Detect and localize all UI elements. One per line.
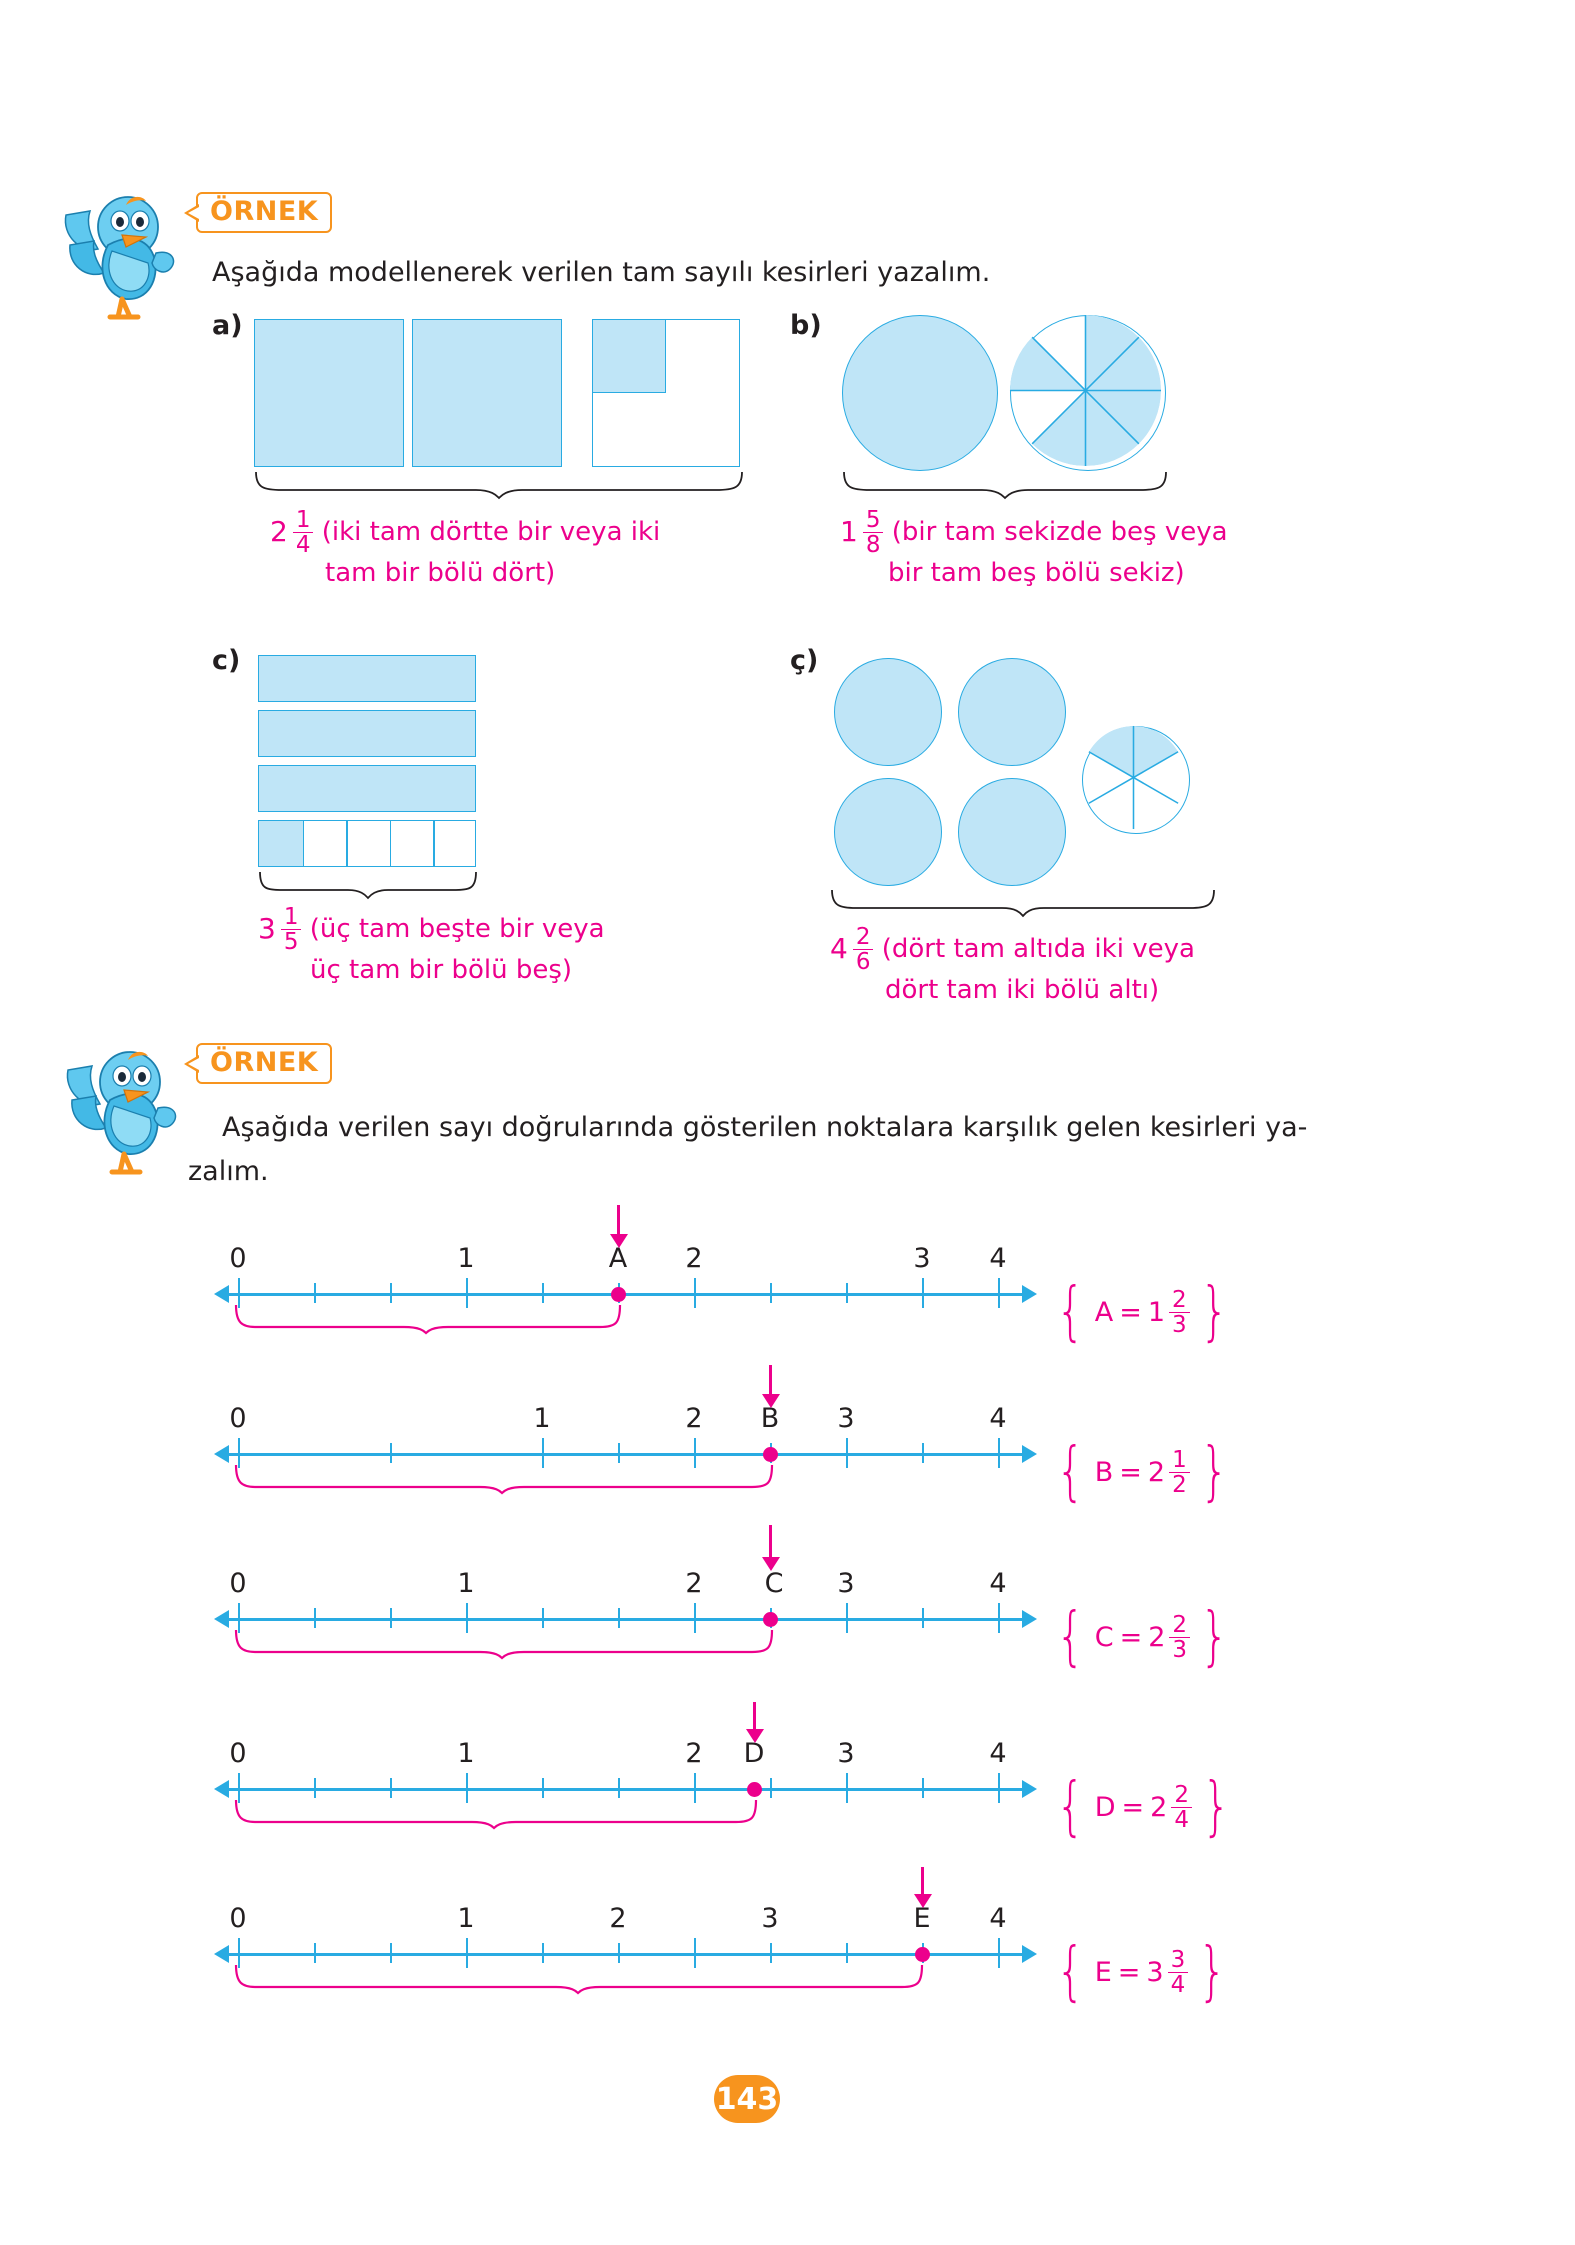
numberline-a-tick-4: 4 <box>989 1243 1007 1274</box>
answer-e-whole: 3 <box>1146 1957 1164 1989</box>
bird-mascot-icon-2 <box>62 1030 182 1180</box>
page-number: 143 <box>714 2075 780 2123</box>
answer-e <box>1050 1935 1233 2009</box>
numberline-b-tick-1: 1 <box>533 1403 551 1434</box>
answer-e-name: E <box>1094 1957 1112 1989</box>
example-2-intro-line-1: Aşağıda verilen sayı doğrularında gösterilen noktalara karşılık gelen kesirleri ya- <box>222 1112 1308 1143</box>
numberline-a-tick-2: 2 <box>685 1243 703 1274</box>
tick <box>542 1608 544 1628</box>
caption-cc-text-1: (dört tam altıda iki veya <box>881 934 1195 965</box>
model-c2-circle-2 <box>958 658 1066 766</box>
numberline-e-tick-0: 0 <box>229 1903 247 1934</box>
answer-b-name: B <box>1094 1457 1114 1489</box>
caption-c-num: 1 <box>283 904 299 930</box>
model-b-brace <box>842 470 1168 500</box>
tick <box>618 1443 620 1463</box>
numberline-c-tick-0: 0 <box>229 1568 247 1599</box>
tick <box>922 1778 924 1798</box>
numberline-e-down-arrow-icon <box>921 1867 924 1895</box>
numberline-c-axis <box>226 1618 1032 1621</box>
numberline-e-point-label: E <box>913 1903 931 1934</box>
numberline-b-underbrace <box>234 1463 778 1495</box>
bird-mascot-icon <box>60 175 180 325</box>
item-label-c-cedilla: ç) <box>790 645 819 676</box>
tick <box>846 1773 848 1803</box>
answer-b-right-brace: } <box>1199 1435 1229 1509</box>
numberline-a-tick-1: 1 <box>457 1243 475 1274</box>
caption-c-den: 5 <box>281 929 302 954</box>
model-c-bar-1 <box>258 655 476 702</box>
numberline-b-tick-0: 0 <box>229 1403 247 1434</box>
tick <box>618 1943 620 1963</box>
tick <box>314 1283 316 1303</box>
caption-b-num: 5 <box>865 507 881 533</box>
numberline-e-left-arrow-icon <box>214 1945 229 1963</box>
tick <box>542 1943 544 1963</box>
numberline-a-tick-3: 3 <box>913 1243 931 1274</box>
caption-a-text-2: tam bir bölü dört) <box>325 558 556 589</box>
caption-a-text-1: (iki tam dörtte bir veya iki <box>321 517 661 548</box>
tick <box>770 1943 772 1963</box>
numberline-c <box>210 1570 1040 1685</box>
numberline-b-tick-4: 4 <box>989 1403 1007 1434</box>
caption-b <box>840 508 1290 591</box>
model-a-square-2 <box>412 319 562 467</box>
tick <box>998 1938 1000 1968</box>
answer-e-num: 3 <box>1170 1946 1186 1973</box>
tick <box>770 1283 772 1303</box>
model-c-bar-3 <box>258 765 476 812</box>
model-b-circle-1 <box>842 315 998 471</box>
numberline-d-point <box>747 1782 762 1797</box>
answer-c-eq: = <box>1119 1622 1143 1654</box>
numberline-d-tick-3: 3 <box>837 1738 855 1769</box>
caption-a-num: 1 <box>295 507 311 533</box>
numberline-d-tick-4: 4 <box>989 1738 1007 1769</box>
numberline-c-tick-2: 2 <box>685 1568 703 1599</box>
answer-d-den: 4 <box>1171 1807 1192 1832</box>
caption-b-text-2: bir tam beş bölü sekiz) <box>888 558 1185 589</box>
numberline-e-underbrace <box>234 1963 930 1995</box>
caption-b-text-1: (bir tam sekizde beş veya <box>891 517 1228 548</box>
numberline-b-axis <box>226 1453 1032 1456</box>
answer-c-right-brace: } <box>1200 1600 1229 1674</box>
numberline-a-point-label: A <box>608 1243 628 1274</box>
answer-b-whole: 2 <box>1147 1457 1166 1489</box>
answer-d-right-brace: } <box>1202 1770 1231 1844</box>
model-a-square-1 <box>254 319 404 467</box>
tick <box>390 1283 392 1303</box>
tick <box>390 1778 392 1798</box>
caption-c-whole: 3 <box>258 912 276 946</box>
answer-c <box>1050 1600 1235 1674</box>
numberline-a-axis <box>226 1293 1032 1296</box>
numberline-c-down-arrow-icon <box>769 1525 772 1558</box>
numberline-d-axis <box>226 1788 1032 1791</box>
ornek-tag-1: ÖRNEK <box>196 192 332 233</box>
answer-e-left-brace: { <box>1056 1935 1085 2009</box>
numberline-e-tick-3: 3 <box>761 1903 779 1934</box>
tick <box>314 1778 316 1798</box>
answer-c-left-brace: { <box>1056 1600 1085 1674</box>
tick <box>770 1778 772 1798</box>
numberline-e-axis <box>226 1953 1032 1956</box>
numberline-b-right-arrow-icon <box>1022 1445 1037 1463</box>
answer-d-num: 2 <box>1174 1781 1189 1808</box>
numberline-b-point-label: B <box>760 1403 780 1434</box>
numberline-d-point-label: D <box>743 1738 765 1769</box>
numberline-a-down-arrow-icon <box>617 1205 620 1235</box>
numberline-a-point <box>611 1287 626 1302</box>
answer-a-den: 3 <box>1169 1312 1190 1337</box>
item-label-a: a) <box>212 310 243 341</box>
numberline-c-right-arrow-icon <box>1022 1610 1037 1628</box>
item-label-b: b) <box>790 310 822 341</box>
model-b-circle-2 <box>1010 315 1166 471</box>
answer-c-den: 3 <box>1169 1637 1190 1662</box>
tick <box>314 1943 316 1963</box>
numberline-d <box>210 1740 1040 1855</box>
numberline-c-left-arrow-icon <box>214 1610 229 1628</box>
tick <box>542 1778 544 1798</box>
numberline-e-point <box>915 1947 930 1962</box>
answer-a-right-brace: } <box>1199 1275 1229 1349</box>
numberline-a-left-arrow-icon <box>214 1285 229 1303</box>
numberline-b-tick-3: 3 <box>837 1403 855 1434</box>
model-c2-circle-5-sixths <box>1082 726 1190 834</box>
tick <box>922 1608 924 1628</box>
tick <box>846 1438 848 1468</box>
model-c-bar-2 <box>258 710 476 757</box>
numberline-c-tick-1: 1 <box>457 1568 475 1599</box>
example-1-intro: Aşağıda modellenerek verilen tam sayılı kesirleri yazalım. <box>212 257 991 288</box>
numberline-c-point-label: C <box>764 1568 784 1599</box>
answer-d-eq: = <box>1121 1792 1145 1824</box>
numberline-e <box>210 1905 1040 2020</box>
answer-a <box>1050 1275 1234 1349</box>
tick <box>542 1283 544 1303</box>
caption-b-whole: 1 <box>840 515 858 549</box>
numberline-c-underbrace <box>234 1628 778 1660</box>
caption-a <box>270 508 740 591</box>
answer-c-num: 2 <box>1172 1611 1188 1638</box>
model-c-bar-4 <box>258 820 476 867</box>
numberline-b-point <box>763 1447 778 1462</box>
numberline-b-tick-2: 2 <box>685 1403 703 1434</box>
numberline-e-tick-2: 2 <box>609 1903 627 1934</box>
tick <box>846 1603 848 1633</box>
answer-b-eq: = <box>1119 1457 1142 1489</box>
tick <box>998 1603 1000 1633</box>
numberline-b <box>210 1405 1040 1520</box>
tick <box>694 1278 696 1308</box>
numberline-e-tick-4: 4 <box>989 1903 1007 1934</box>
tick <box>846 1943 848 1963</box>
answer-a-whole: 1 <box>1147 1297 1166 1329</box>
numberline-a <box>210 1245 1040 1360</box>
numberline-d-underbrace <box>234 1798 762 1830</box>
caption-c-text-1: (üç tam beşte bir veya <box>309 914 605 945</box>
caption-cc-num: 2 <box>855 924 871 950</box>
caption-cc-whole: 4 <box>830 932 848 966</box>
model-a-square-3-quarter-1 <box>592 319 666 393</box>
tick <box>846 1283 848 1303</box>
numberline-d-tick-1: 1 <box>457 1738 475 1769</box>
item-label-c: c) <box>212 645 241 676</box>
numberline-b-left-arrow-icon <box>214 1445 229 1463</box>
answer-c-whole: 2 <box>1148 1622 1166 1654</box>
caption-a-den: 4 <box>293 532 314 557</box>
caption-cc-text-2: dört tam iki bölü altı) <box>885 975 1160 1006</box>
answer-a-num: 2 <box>1172 1286 1187 1313</box>
answer-b-num: 1 <box>1172 1446 1187 1473</box>
tick <box>998 1773 1000 1803</box>
answer-d <box>1050 1770 1237 1844</box>
caption-c-cedilla <box>830 925 1300 1008</box>
numberline-d-left-arrow-icon <box>214 1780 229 1798</box>
numberline-d-down-arrow-icon <box>753 1702 756 1730</box>
caption-b-den: 8 <box>863 532 884 557</box>
answer-b-den: 2 <box>1169 1472 1190 1497</box>
tick <box>618 1608 620 1628</box>
numberline-c-point <box>763 1612 778 1627</box>
model-c2-brace <box>830 888 1216 918</box>
answer-d-name: D <box>1094 1792 1116 1824</box>
answer-e-eq: = <box>1117 1957 1141 1989</box>
numberline-e-tick-1: 1 <box>457 1903 475 1934</box>
answer-e-right-brace: } <box>1198 1935 1227 2009</box>
model-c2-circle-1 <box>834 658 942 766</box>
tick <box>390 1943 392 1963</box>
numberline-d-right-arrow-icon <box>1022 1780 1037 1798</box>
answer-b-left-brace: { <box>1056 1435 1085 1509</box>
answer-a-name: A <box>1094 1297 1114 1329</box>
model-a-brace <box>254 470 744 500</box>
numberline-d-tick-0: 0 <box>229 1738 247 1769</box>
model-c2-circle-4 <box>958 778 1066 886</box>
answer-e-den: 4 <box>1168 1972 1189 1997</box>
caption-a-whole: 2 <box>270 515 288 549</box>
caption-c <box>258 905 698 988</box>
tick <box>390 1608 392 1628</box>
model-c-brace <box>258 870 478 900</box>
answer-c-name: C <box>1094 1622 1114 1654</box>
ornek-tag-2: ÖRNEK <box>196 1043 332 1084</box>
caption-c-text-2: üç tam bir bölü beş) <box>310 955 573 986</box>
tick <box>618 1778 620 1798</box>
tick <box>998 1278 1000 1308</box>
numberline-b-down-arrow-icon <box>769 1365 772 1395</box>
example-2-intro-line-2: zalım. <box>188 1156 269 1187</box>
answer-d-whole: 2 <box>1150 1792 1168 1824</box>
numberline-c-tick-4: 4 <box>989 1568 1007 1599</box>
answer-d-left-brace: { <box>1056 1770 1085 1844</box>
numberline-e-right-arrow-icon <box>1022 1945 1037 1963</box>
answer-a-eq: = <box>1119 1297 1142 1329</box>
answer-a-left-brace: { <box>1056 1275 1085 1349</box>
numberline-d-tick-2: 2 <box>685 1738 703 1769</box>
tick <box>390 1443 392 1463</box>
numberline-a-right-arrow-icon <box>1022 1285 1037 1303</box>
answer-b <box>1050 1435 1234 1509</box>
numberline-a-underbrace <box>234 1303 626 1335</box>
caption-cc-den: 6 <box>853 949 874 974</box>
tick <box>922 1278 924 1308</box>
tick <box>314 1608 316 1628</box>
numberline-a-tick-0: 0 <box>229 1243 247 1274</box>
tick <box>922 1443 924 1463</box>
numberline-c-tick-3: 3 <box>837 1568 855 1599</box>
model-c2-circle-3 <box>834 778 942 886</box>
tick <box>998 1438 1000 1468</box>
